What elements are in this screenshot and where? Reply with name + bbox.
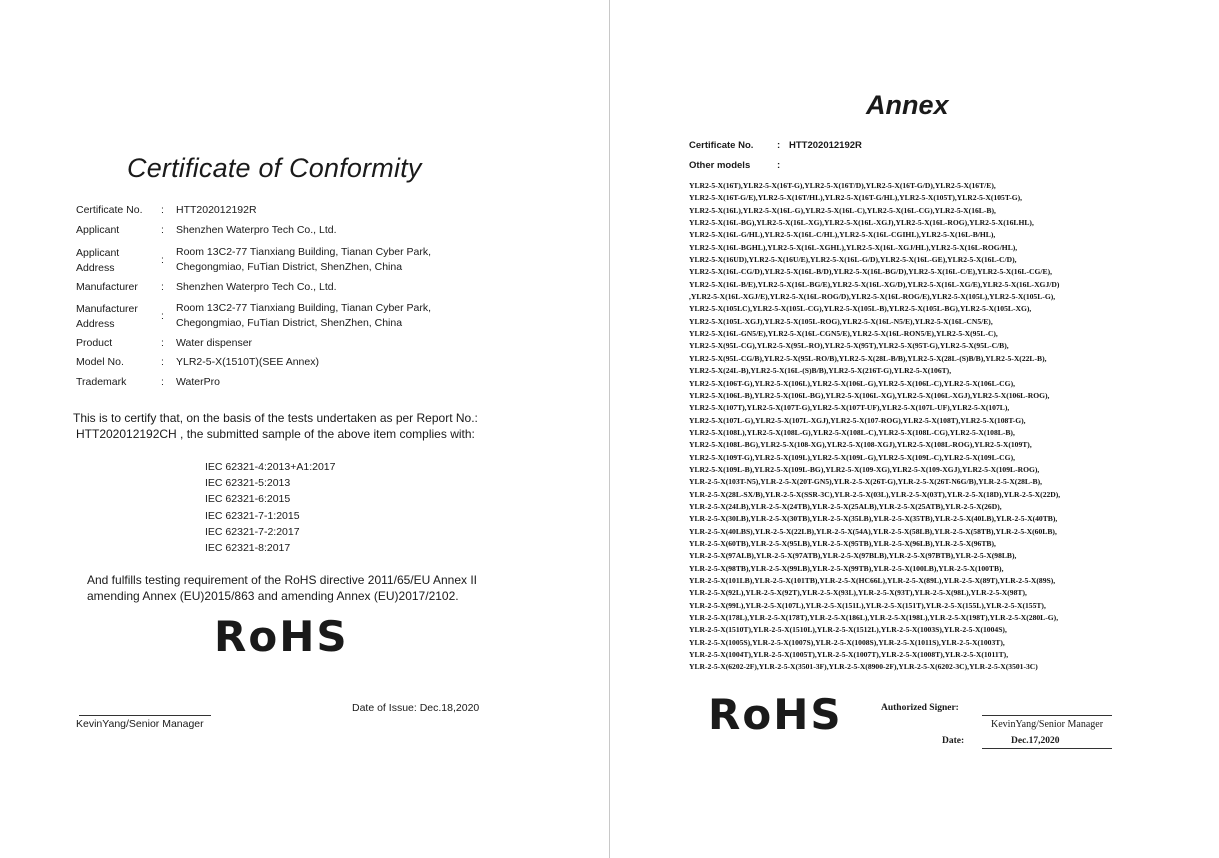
- field-label: Trademark: [76, 376, 127, 388]
- model-line: YLR-2-5-X(178L),YLR-2-5-X(178T),YLR-2-5-X(186L),YLR-2-5-X(198L),YLR-2-5-X(198T),YLR-2-5-X(280L-G),: [689, 613, 1059, 623]
- signer-name: KevinYang/Senior Manager: [991, 719, 1104, 730]
- model-line: YLR2-5-X(16L-GN5/E),YLR2-5-X(16L-CGN5/E),YLR2-5-X(16L-RON5/E),YLR2-5-X(95L-C),: [689, 329, 998, 339]
- field-label: Manufacturer: [76, 281, 138, 293]
- standard-item: IEC 62321-6:2015: [205, 493, 291, 506]
- field-value: HTT202012192R: [176, 204, 257, 216]
- authorized-signer-label: Authorized Signer:: [881, 703, 959, 713]
- rohs-line-1: And fulfills testing requirement of the RoHS directive 2011/65/EU Annex II: [87, 573, 477, 587]
- model-line: YLR2-5-X(105LC),YLR2-5-X(105L-CG),YLR2-5-X(105L-B),YLR2-5-X(105L-BG),YLR2-5-X(105L-XG),: [689, 304, 1032, 314]
- model-line: YLR2-5-X(16L-BG),YLR2-5-X(16L-XG),YLR2-5-X(16L-XGJ),YLR2-5-X(16L-ROG),YLR2-5-X(16LHL),: [689, 218, 1034, 228]
- signature-line: [79, 715, 211, 716]
- certify-line-1: This is to certify that, on the basis of the tests undertaken as per Report No.:: [73, 411, 478, 425]
- model-line: YLR-2-5-X(101LB),YLR-2-5-X(101TB),YLR-2-5-X(HC66L),YLR-2-5-X(89L),YLR-2-5-X(89T),YLR-2-5-X(89S),: [689, 576, 1056, 585]
- date-value: Dec.17,2020: [1011, 736, 1060, 746]
- model-line: YLR2-5-X(16L-CG/D),YLR2-5-X(16L-B/D),YLR2-5-X(16L-BG/D),YLR2-5-X(16L-C/E),YLR2-5-X(16L-CG/E),: [689, 267, 1052, 277]
- standard-item: IEC 62321-5:2013: [205, 477, 291, 490]
- certify-line-2: HTT202012192CH , the submitted sample of the above item complies with:: [76, 427, 475, 441]
- model-line: YLR2-5-X(16T-G/E),YLR2-5-X(16T/HL),YLR2-5-X(16T-G/HL),YLR2-5-X(105T),YLR2-5-X(105T-G),: [689, 193, 1023, 203]
- model-line: YLR-2-5-X(28L-SX/B),YLR-2-5-X(SSR-3C),YLR-2-5-X(03L),YLR-2-5-X(03T),YLR-2-5-X(18D),YLR-2-5-X(22D),: [689, 489, 1061, 499]
- model-line: YLR2-5-X(16T),YLR2-5-X(16T-G),YLR2-5-X(16T/D),YLR2-5-X(16T-G/D),YLR2-5-X(16T/E),: [689, 181, 996, 190]
- field-label: Model No.: [76, 356, 124, 368]
- field-label: Applicant Address: [76, 247, 120, 274]
- page-divider: [609, 0, 610, 858]
- model-line: YLR2-5-X(108L-BG),YLR2-5-X(108-XG),YLR2-5-X(108-XGJ),YLR2-5-X(108L-ROG),YLR2-5-X(109T),: [689, 440, 1032, 450]
- field-colon: :: [161, 337, 164, 349]
- model-line: YLR2-5-X(16L-B/E),YLR2-5-X(16L-BG/E),YLR2-5-X(16L-XG/D),YLR2-5-X(16L-XG/E),YLR2-5-X(16L-XGJ/D): [689, 279, 1060, 289]
- annex-colon: :: [777, 160, 781, 171]
- model-line: YLR-2-5-X(98TB),YLR-2-5-X(99LB),YLR-2-5-X(99TB),YLR-2-5-X(100LB),YLR-2-5-X(100TB),: [689, 563, 1004, 573]
- annex-other-models: [689, 160, 789, 171]
- model-line: YLR-2-5-X(99L),YLR-2-5-X(107L),YLR-2-5-X(151L),YLR-2-5-X(151T),YLR-2-5-X(155L),YLR-2-5-X(155T),: [689, 600, 1046, 610]
- annex-title: Annex: [866, 90, 949, 120]
- field-label: Certificate No.: [76, 204, 143, 216]
- field-label: Product: [76, 337, 113, 349]
- standard-item: IEC 62321-4:2013+A1:2017: [205, 461, 336, 473]
- certificate-title: Certificate of Conformity: [127, 153, 422, 183]
- field-value: WaterPro: [176, 376, 220, 388]
- annex-cert-value: HTT202012192R: [789, 140, 862, 151]
- model-line: YLR-2-5-X(40LBS),YLR-2-5-X(22LB),YLR-2-5-X(54A),YLR-2-5-X(58LB),YLR-2-5-X(58TB),YLR-2-5-X(60LB),: [689, 526, 1057, 536]
- rohs-logo: RoHS: [214, 612, 349, 661]
- field-colon: :: [161, 376, 164, 388]
- model-line: YLR2-5-X(108L),YLR2-5-X(108L-G),YLR2-5-X(108L-C),YLR2-5-X(108L-CG),YLR2-5-X(108L-B),: [689, 427, 1015, 437]
- field-colon: :: [161, 254, 164, 266]
- model-line: YLR-2-5-X(97ALB),YLR-2-5-X(97ATB),YLR-2-5-X(97BLB),YLR-2-5-X(97BTB),YLR-2-5-X(98LB),: [689, 551, 1017, 561]
- model-line: YLR2-5-X(105L-XGJ),YLR2-5-X(105L-ROG),YLR2-5-X(16L-N5/E),YLR2-5-X(16L-CN5/E),: [689, 316, 993, 326]
- model-line: YLR-2-5-X(30LB),YLR-2-5-X(30TB),YLR-2-5-X(35LB),YLR-2-5-X(35TB),YLR-2-5-X(40LB),YLR-2-5-X(40TB),: [689, 514, 1058, 524]
- model-line: YLR-2-5-X(92L),YLR-2-5-X(92T),YLR-2-5-X(93L),YLR-2-5-X(93T),YLR-2-5-X(98L),YLR-2-5-X(98T),: [689, 588, 1027, 598]
- field-label: Applicant: [76, 224, 120, 236]
- model-line: YLR2-5-X(107T),YLR2-5-X(107T-G),YLR2-5-X(107T-UF),YLR2-5-X(107L-UF),YLR2-5-X(107L),: [689, 403, 1010, 413]
- model-line: YLR-2-5-X(1004T),YLR-2-5-X(1005T),YLR-2-5-X(1007T),YLR-2-5-X(1008T),YLR-2-5-X(1011T),: [689, 650, 1009, 660]
- model-line: YLR2-5-X(95L-CG),YLR2-5-X(95L-RO),YLR2-5-X(95T),YLR2-5-X(95T-G),YLR2-5-X(95L-C/B),: [689, 341, 1009, 351]
- issue-date: Date of Issue: Dec.18,2020: [352, 702, 480, 714]
- model-line: YLR-2-5-X(103T-N5),YLR-2-5-X(20T-GN5),YLR-2-5-X(26T-G),YLR-2-5-X(26T-N6G/B),YLR-2-5-X(28L-B),: [689, 477, 1043, 487]
- rohs-logo: RoHS: [708, 690, 843, 739]
- field-value: Water dispenser: [176, 337, 253, 349]
- model-line: YLR-2-5-X(1510T),YLR-2-5-X(1510L),YLR-2-5-X(1512L),YLR-2-5-X(1003S),YLR-2-5-X(1004S),: [689, 625, 1007, 635]
- model-line: YLR2-5-X(16L),YLR2-5-X(16L-G),YLR2-5-X(16L-C),YLR2-5-X(16L-CG),YLR2-5-X(16L-B),: [689, 205, 996, 215]
- field-value: Room 13C2-77 Tianxiang Building, Tianan Cyber Park, Chegongmiao, FuTian District, ShenZhen, China: [176, 246, 432, 273]
- rohs-statement: [87, 572, 547, 604]
- standard-item: IEC 62321-8:2017: [205, 542, 291, 555]
- certify-statement: [73, 410, 533, 442]
- model-line: YLR2-5-X(109L-B),YLR2-5-X(109L-BG),YLR2-5-X(109-XG),YLR2-5-X(109-XGJ),YLR2-5-X(109L-ROG),: [689, 464, 1040, 474]
- model-line: ,YLR2-5-X(16L-XGJ/E),YLR2-5-X(16L-ROG/D),YLR2-5-X(16L-ROG/E),YLR2-5-X(105L),YLR2-5-X(105L-G),: [689, 292, 1056, 302]
- field-colon: :: [161, 224, 164, 236]
- annex-cert-label: Certificate No.: [689, 140, 754, 151]
- field-colon: :: [161, 281, 164, 293]
- model-line: YLR2-5-X(109T-G),YLR2-5-X(109L),YLR2-5-X(109L-G),YLR2-5-X(109L-C),YLR2-5-X(109L-CG),: [689, 452, 1016, 462]
- field-value: YLR2-5-X(1510T)(SEE Annex): [176, 356, 319, 368]
- standards-list: [205, 459, 335, 556]
- annex-colon: :: [777, 140, 781, 151]
- date-label: Date:: [942, 736, 965, 746]
- annex-certificate-no: [689, 140, 862, 151]
- signature-line: [982, 715, 1112, 716]
- field-colon: :: [161, 310, 164, 322]
- model-line: YLR-2-5-X(6202-2F),YLR-2-5-X(3501-3F),YLR-2-5-X(8900-2F),YLR-2-5-X(6202-3C),YLR-2-5-X(3501-3C): [689, 662, 1038, 672]
- model-line: YLR2-5-X(16UD),YLR2-5-X(16U/E),YLR2-5-X(16L-G/D),YLR2-5-X(16L-GE),YLR2-5-X(16L-C/D),: [689, 255, 1017, 265]
- signer-name: KevinYang/Senior Manager: [76, 718, 204, 730]
- field-value: Room 13C2-77 Tianxiang Building, Tianan Cyber Park, Chegongmiao, FuTian District, ShenZhen, China: [176, 302, 432, 329]
- model-line: YLR2-5-X(106T-G),YLR2-5-X(106L),YLR2-5-X(106L-G),YLR2-5-X(106L-C),YLR2-5-X(106L-CG),: [689, 378, 1016, 388]
- model-line: YLR2-5-X(107L-G),YLR2-5-X(107L-XGJ),YLR2-5-X(107-ROG),YLR2-5-X(108T),YLR2-5-X(108T-G),: [689, 415, 1026, 425]
- annex-models-label: Other models: [689, 160, 751, 171]
- standard-item: IEC 62321-7-1:2015: [205, 509, 300, 522]
- model-line: YLR-2-5-X(24LB),YLR-2-5-X(24TB),YLR-2-5-X(25ALB),YLR-2-5-X(25ATB),YLR-2-5-X(26D),: [689, 501, 1002, 511]
- model-line: YLR2-5-X(16L-G/HL),YLR2-5-X(16L-C/HL),YLR2-5-X(16L-CGIHL),YLR2-5-X(16L-B/HL),: [689, 230, 996, 240]
- model-line: YLR-2-5-X(1005S),YLR-2-5-X(1007S),YLR-2-5-X(1008S),YLR-2-5-X(1011S),YLR-2-5-X(1003T),: [689, 637, 1005, 647]
- model-line: YLR2-5-X(24L-B),YLR2-5-X(16L-(S)B/B),YLR2-5-X(216T-G),YLR2-5-X(106T),: [689, 366, 952, 376]
- model-line: YLR2-5-X(95L-CG/B),YLR2-5-X(95L-RO/B),YLR2-5-X(28L-B/B),YLR2-5-X(28L-(S)B/B),YLR2-5-X(22L-B),: [689, 353, 1047, 363]
- field-value: Shenzhen Waterpro Tech Co., Ltd.: [176, 281, 337, 293]
- field-label: Manufacturer Address: [76, 303, 138, 330]
- date-line: [982, 748, 1112, 749]
- model-line: YLR-2-5-X(60TB),YLR-2-5-X(95LB),YLR-2-5-X(95TB),YLR-2-5-X(96LB),YLR-2-5-X(96TB),: [689, 538, 996, 548]
- field-colon: :: [161, 204, 164, 216]
- model-line: YLR2-5-X(106L-B),YLR2-5-X(106L-BG),YLR2-5-X(106L-XG),YLR2-5-X(106L-XGJ),YLR2-5-X(106L-ROG),: [689, 390, 1050, 400]
- standard-item: IEC 62321-7-2:2017: [205, 525, 300, 538]
- models-list: [689, 180, 1149, 674]
- field-colon: :: [161, 356, 164, 368]
- model-line: YLR2-5-X(16L-BGHL),YLR2-5-X(16L-XGHL),YLR2-5-X(16L-XGJ/HL),YLR2-5-X(16L-ROG/HL),: [689, 242, 1018, 252]
- field-value: Shenzhen Waterpro Tech Co., Ltd.: [176, 224, 337, 236]
- rohs-line-2: amending Annex (EU)2015/863 and amending Annex (EU)2017/2102.: [87, 589, 459, 603]
